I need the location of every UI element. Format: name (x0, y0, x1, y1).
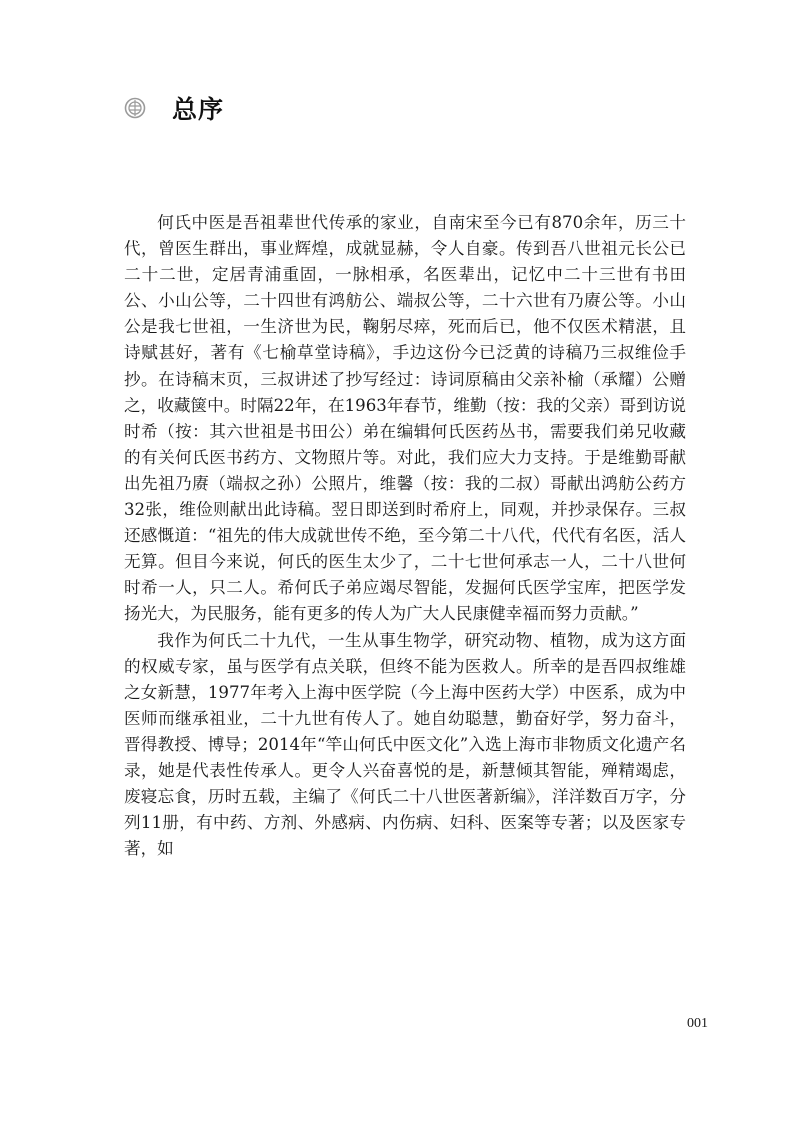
section-header (124, 88, 224, 128)
page-number: 001 (687, 1016, 708, 1031)
paragraph-2: 我作为何氏二十九代，一生从事生物学，研究动物、植物，成为这方面的权威专家，虽与医学有点关联，但终不能为医救人。所幸的是吾四叔维雄之女新慧，1977年考入上海中医学院（今上海中医药大学）中医系，成为中医师而继承祖业，二十九世有传人了。她自幼聪慧，勤奋好学，努力奋斗，晋得教授、博导；2014年“竿山何氏中医文化”入选上海市非物质文化遗产名录，她是代表性传承人。更令人兴奋喜悦的是，新慧倾其智能，殚精竭虑，废寝忘食，历时五载，主编了《何氏二十八世医著新编》，洋洋数百万字，分列11册，有中药、方剂、外感病、内伤病、妇科、医案等专著；以及医家专著，如 (124, 630, 686, 859)
paragraph-1: 何氏中医是吾祖辈世代传承的家业，自南宋至今已有870余年，历三十代，曾医生群出，事业辉煌，成就显赫，令人自豪。传到吾八世祖元长公已二十二世，定居青浦重固，一脉相承，名医辈出，记忆中二十三世有书田公、小山公等，二十四世有鸿舫公、端叔公等，二十六世有乃赓公等。小山公是我七世祖，一生济世为民，鞠躬尽瘁，死而后已，他不仅医术精湛，且诗赋甚好，著有《七榆草堂诗稿》，手边这份今已泛黄的诗稿乃三叔维俭手抄。在诗稿末页，三叔讲述了抄写经过：诗词原稿由父亲补榆（承耀）公赠之，收藏箧中。时隔22年，在1963年春节，维勤（按：我的父亲）哥到访说时希（按：其六世祖是书田公）弟在编辑何氏医药丛书，需要我们弟兄收藏的有关何氏医书药方、文物照片等。对此，我们应大力支持。于是维勤哥献出先祖乃赓（端叔之孙）公照片，维馨（按：我的二叔）哥献出鸿舫公药方32张，维俭则献出此诗稿。翌日即送到时希府上，同观，并抄录保存。三叔还感慨道：“祖先的伟大成就世传不绝，至今第二十八代，代代有名医，活人无算。但目今来说，何氏的医生太少了，二十七世何承志一人，二十八世何时希一人，只二人。希何氏子弟应竭尽智能，发掘何氏医学宝库，把医学发扬光大，为民服务，能有更多的传人为广大人民康健幸福而努力贡献。” (124, 213, 686, 624)
page-title: 总序 (172, 95, 225, 124)
decorative-seal-icon (124, 97, 146, 119)
body-text (124, 210, 686, 862)
